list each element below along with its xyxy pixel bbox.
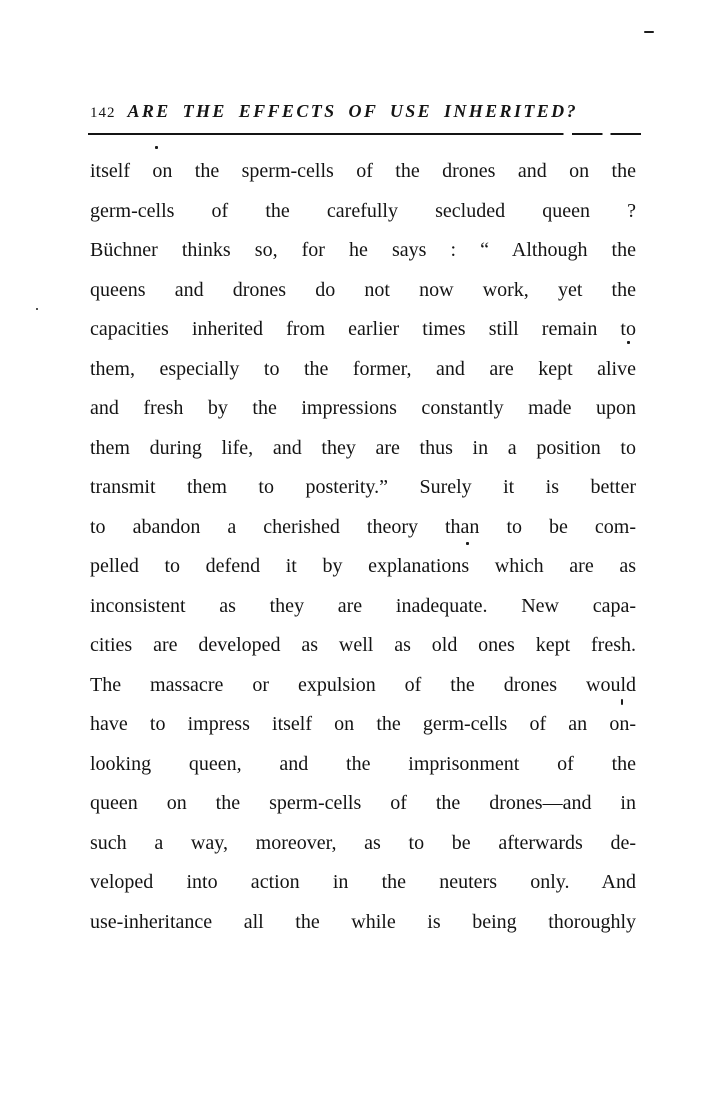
text-line: capacities inherited from earlier times still remain to: [90, 318, 636, 340]
text-line: germ-cells of the carefully secluded queen ?: [90, 199, 636, 222]
scan-speck: [627, 341, 630, 344]
text-line: pelled to defend it by explanations which are as: [90, 555, 636, 577]
text-line: transmit them to posterity.” Surely it is better: [90, 476, 636, 498]
text-line: queens and drones do not now work, yet the: [90, 278, 636, 301]
text-line: The massacre or expulsion of the drones would: [90, 673, 636, 696]
text-line: Büchner thinks so, for he says : “ Although the: [90, 239, 636, 261]
text-line: to abandon a cherished theory than to be com-: [90, 515, 636, 538]
page-body: [90, 152, 636, 942]
text-line: and fresh by the impressions constantly made upon: [90, 397, 636, 419]
text-line: them during life, and they are thus in a position to: [90, 436, 636, 459]
scan-speck: [644, 31, 654, 33]
text-line: queen on the sperm-cells of the drones—and in: [90, 792, 636, 814]
scan-speck: [155, 146, 158, 149]
scan-speck: [36, 308, 38, 310]
scan-speck: [466, 542, 469, 545]
text-line: have to impress itself on the germ-cells of an on-: [90, 713, 636, 735]
scan-speck: [621, 699, 623, 705]
running-title: ARE THE EFFECTS OF USE INHERITED?: [127, 101, 578, 121]
text-line: inconsistent as they are inadequate. New capa-: [90, 594, 636, 617]
text-line: such a way, moreover, as to be afterwards de-: [90, 831, 636, 854]
page-number: 142: [90, 105, 116, 121]
text-line: looking queen, and the imprisonment of the: [90, 752, 636, 775]
page-header: [90, 101, 640, 122]
text-line: them, especially to the former, and are kept alive: [90, 357, 636, 380]
header-rule: [88, 133, 641, 135]
text-line: cities are developed as well as old ones kept fresh.: [90, 634, 636, 656]
text-line: itself on the sperm-cells of the drones and on the: [90, 160, 636, 182]
text-line: veloped into action in the neuters only. And: [90, 871, 636, 893]
text-line: use-inheritance all the while is being thoroughly: [90, 910, 636, 933]
